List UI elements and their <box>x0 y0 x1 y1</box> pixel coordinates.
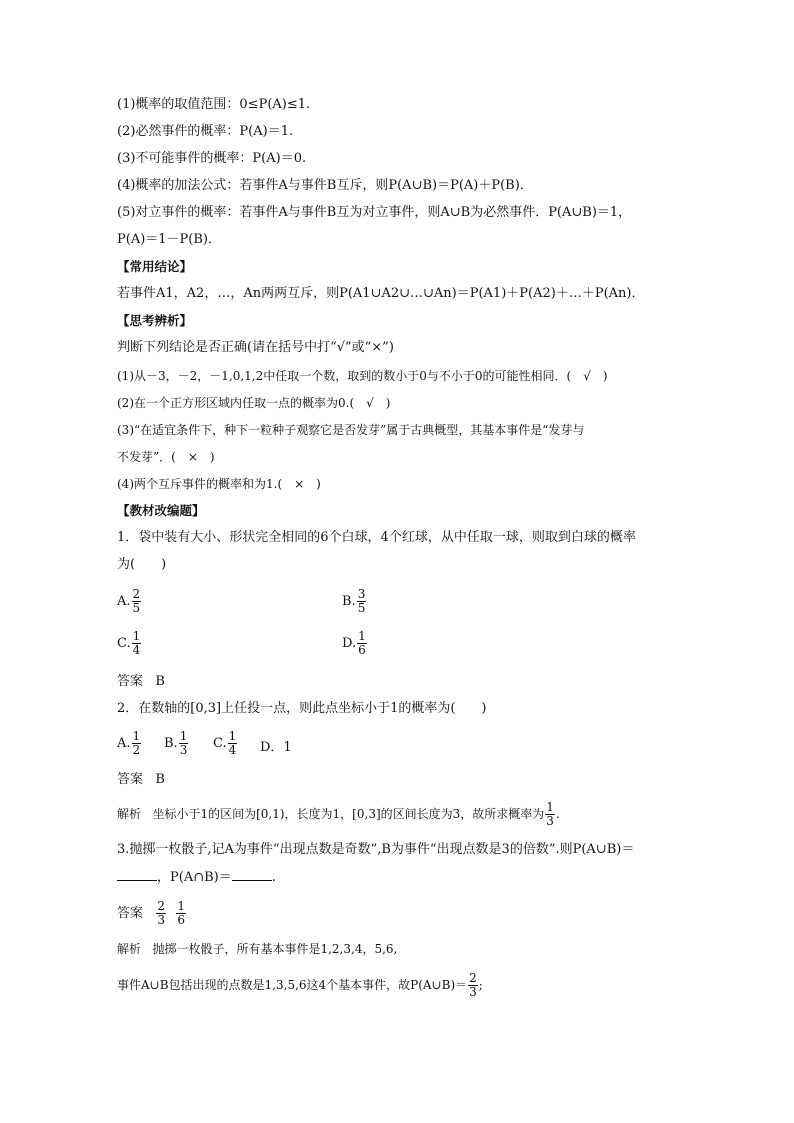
line-judge-instruction: 判断下列结论是否正确(请在括号中打“√”或“×”) <box>117 340 394 355</box>
answer-value: B <box>155 674 165 689</box>
line-mutually-exclusive: 若事件A1，A2，…，An两两互斥，则P(A1∪A2∪…∪An)＝P(A1)＋P(A2)＋…＋P(An)． <box>117 286 645 301</box>
explanation-3b: 事件A∪B包括出现的点数是1,3,5,6这4个基本事件，故P(A∪B)＝ $\frac{2}{3}$ ; <box>117 971 483 999</box>
judge-item-1: (1)从－3，－2，－1,0,1,2中任取一个数，取到的数小于0与不小于0的可能性相同．( √ ) <box>117 369 608 383</box>
q1-option-a: A. $\frac{2}{5}$ <box>117 587 141 615</box>
judge-item-2: (2)在一个正方形区域内任取一点的概率为0.( √ ) <box>117 396 391 410</box>
judge-item-3b: 不发芽”．( × ) <box>117 450 215 464</box>
q2-option-b: B. $\frac{1}{3}$ <box>164 729 188 757</box>
answer-label: 答案 <box>117 772 144 787</box>
fraction: $\frac{1}{3}$ <box>546 800 554 828</box>
explanation-label: 解析 <box>117 942 142 956</box>
answer-value: B <box>155 772 165 787</box>
q2-option-d: D．1 <box>260 740 292 755</box>
q2-option-c: C. $\frac{1}{4}$ <box>213 729 237 757</box>
answer-blank <box>117 868 157 881</box>
heading-textbook: 【教材改编题】 <box>117 503 205 518</box>
answer-blank <box>232 868 272 881</box>
line-certain-event: (2)必然事件的概率：P(A)＝1. <box>117 124 294 139</box>
answer-1 <box>117 673 165 691</box>
q1-option-d: D. $\frac{1}{6}$ <box>342 629 366 657</box>
fraction: $\frac{2}{3}$ <box>157 899 166 927</box>
explanation-label: 解析 <box>117 807 142 821</box>
q1-option-b: B. $\frac{3}{5}$ <box>342 587 366 615</box>
explanation-2: 解析 坐标小于1的区间为[0,1)，长度为1，[0,3]的区间长度为3，故所求概率为 $\frac{1}{3}$ . <box>117 800 560 828</box>
line-complement-formula: P(A)＝1－P(B)． <box>117 232 221 247</box>
answer-label: 答案 <box>117 674 144 689</box>
answer-3 <box>117 900 187 927</box>
q1-option-c: C. $\frac{1}{4}$ <box>117 629 141 657</box>
heading-common-conclusion: 【常用结论】 <box>117 259 193 274</box>
judge-item-4: (4)两个互斥事件的概率和为1.( × ) <box>117 477 321 491</box>
answer-2 <box>117 771 165 789</box>
line-addition-formula: (4)概率的加法公式：若事件A与事件B互斥，则P(A∪B)＝P(A)＋P(B)． <box>117 178 533 193</box>
line-prob-range: (1)概率的取值范围：0≤P(A)≤1. <box>117 97 311 112</box>
judge-item-3a: (3)“在适宜条件下，种下一粒种子观察它是否发芽”属于古典概型，其基本事件是“发芽与 <box>117 423 585 437</box>
q2-option-a: A. $\frac{1}{2}$ <box>117 729 141 757</box>
question-2: 2．在数轴的[0,3]上任投一点，则此点坐标小于1的概率为( ) <box>117 701 487 716</box>
heading-thinking: 【思考辨析】 <box>117 313 193 328</box>
line-impossible-event: (3)不可能事件的概率：P(A)＝0. <box>117 151 307 166</box>
line-complement-event: (5)对立事件的概率：若事件A与事件B互为对立事件，则A∪B为必然事件．P(A∪B)＝1， <box>117 205 632 220</box>
answer-label: 答案 <box>117 906 144 921</box>
question-1b: 为( ) <box>117 557 167 572</box>
question-3b: ，P(A∩B)＝ . <box>117 868 276 887</box>
fraction: $\frac{2}{3}$ <box>469 971 477 999</box>
question-3a: 3.抛掷一枚骰子,记A为事件“出现点数是奇数”,B为事件“出现点数是3的倍数”.则P(A∪B)＝ <box>117 842 635 857</box>
fraction: $\frac{1}{6}$ <box>177 899 185 927</box>
explanation-3a: 解析 抛掷一枚骰子，所有基本事件是1,2,3,4，5,6, <box>117 942 398 956</box>
question-1a: 1．袋中装有大小、形状完全相同的6个白球，4个红球，从中任取一球，则取到白球的概率 <box>117 530 636 545</box>
